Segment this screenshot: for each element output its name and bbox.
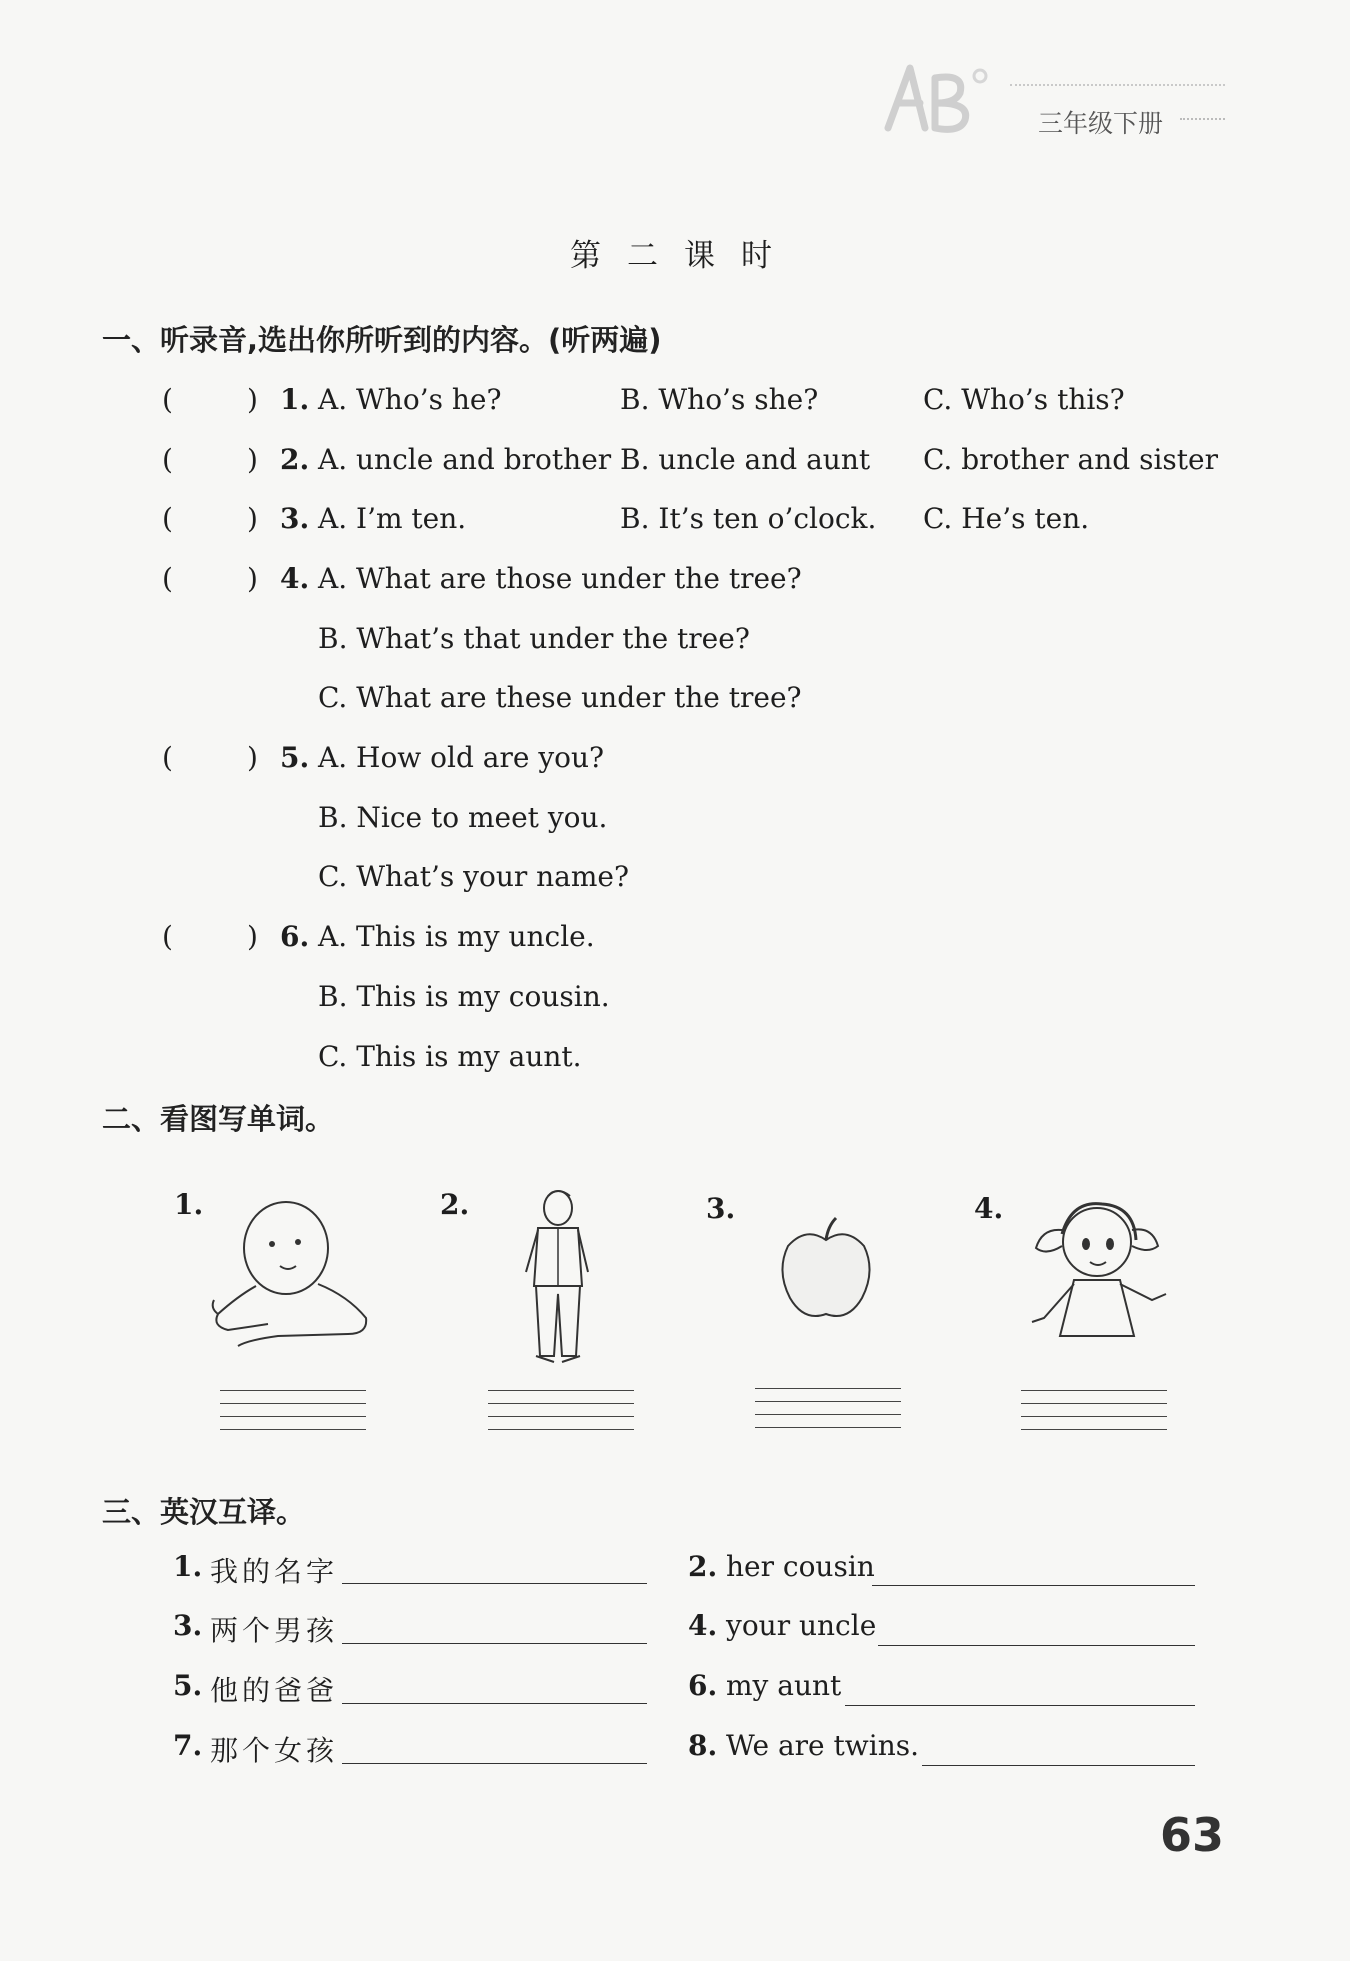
write-lines[interactable] (1021, 1390, 1167, 1444)
answer-paren-close[interactable]: ) (247, 920, 258, 953)
man-drawing-icon (518, 1186, 598, 1366)
option-a: A. What are those under the tree? (318, 562, 802, 595)
item-number: 3. (173, 1609, 203, 1642)
option-b: B. uncle and aunt (620, 443, 871, 476)
option-b: B. What’s that under the tree? (318, 622, 750, 655)
answer-paren-open: ( (162, 741, 173, 774)
item-number: 1. (173, 1550, 203, 1583)
item-number: 7. (173, 1729, 203, 1762)
apple-drawing-icon (776, 1216, 876, 1326)
grade-label: 三年级下册 (1038, 109, 1164, 138)
answer-blank[interactable] (845, 1705, 1195, 1706)
answer-blank[interactable] (342, 1703, 647, 1704)
answer-paren-close[interactable]: ) (247, 502, 258, 535)
write-lines[interactable] (220, 1390, 366, 1444)
baby-drawing-icon (208, 1196, 378, 1351)
option-a: A. How old are you? (318, 741, 605, 774)
translate-source: 两个男孩 (210, 1614, 339, 1647)
answer-blank[interactable] (922, 1765, 1195, 1766)
answer-paren-close[interactable]: ) (247, 443, 258, 476)
girl-drawing-icon (1022, 1190, 1172, 1350)
item-number: 8. (688, 1729, 718, 1762)
translate-source: 他的爸爸 (210, 1674, 339, 1707)
answer-blank[interactable] (878, 1645, 1195, 1646)
answer-paren-close[interactable]: ) (247, 383, 258, 416)
item-number: 2. (688, 1550, 718, 1583)
answer-paren-open: ( (162, 502, 173, 535)
answer-blank[interactable] (872, 1585, 1195, 1586)
answer-paren-close[interactable]: ) (247, 741, 258, 774)
header-rule-short (1180, 118, 1225, 120)
answer-blank[interactable] (342, 1763, 647, 1764)
option-c: C. This is my aunt. (318, 1040, 582, 1073)
option-b: B. This is my cousin. (318, 980, 610, 1013)
section2-heading: 二、看图写单词。 (102, 1102, 335, 1136)
picture-number: 1. (174, 1188, 204, 1221)
option-c: C. brother and sister (923, 443, 1218, 476)
question-number: 1. (280, 383, 310, 416)
option-a: A. Who’s he? (318, 383, 502, 416)
translate-source: We are twins. (726, 1729, 919, 1762)
picture-number: 2. (440, 1188, 470, 1221)
answer-blank[interactable] (342, 1643, 647, 1644)
question-number: 6. (280, 920, 310, 953)
page-number: 63 (1160, 1808, 1225, 1862)
translate-source: your uncle (726, 1609, 877, 1642)
answer-paren-open: ( (162, 920, 173, 953)
option-c: C. Who’s this? (923, 383, 1125, 416)
translate-source: 我的名字 (210, 1555, 339, 1588)
answer-paren-close[interactable]: ) (247, 562, 258, 595)
picture-number: 3. (706, 1192, 736, 1225)
option-b: B. It’s ten o’clock. (620, 502, 877, 535)
answer-blank[interactable] (342, 1583, 647, 1584)
translate-source: her cousin (726, 1550, 875, 1583)
option-a: A. I’m ten. (318, 502, 467, 535)
option-c: C. He’s ten. (923, 502, 1090, 535)
answer-paren-open: ( (162, 383, 173, 416)
section3-heading: 三、英汉互译。 (102, 1495, 306, 1529)
item-number: 4. (688, 1609, 718, 1642)
option-c: C. What are these under the tree? (318, 681, 802, 714)
write-lines[interactable] (755, 1388, 901, 1442)
answer-paren-open: ( (162, 443, 173, 476)
option-c: C. What’s your name? (318, 860, 630, 893)
translate-source: 那个女孩 (210, 1734, 339, 1767)
question-number: 2. (280, 443, 310, 476)
option-b: B. Who’s she? (620, 383, 819, 416)
ab-logo (880, 58, 1010, 138)
question-number: 4. (280, 562, 310, 595)
item-number: 6. (688, 1669, 718, 1702)
translate-source: my aunt (726, 1669, 842, 1702)
option-a: A. This is my uncle. (318, 920, 595, 953)
option-b: B. Nice to meet you. (318, 801, 608, 834)
question-number: 5. (280, 741, 310, 774)
question-number: 3. (280, 502, 310, 535)
lesson-title: 第二课时 (570, 238, 798, 274)
header-rule (1010, 84, 1225, 86)
write-lines[interactable] (488, 1390, 634, 1444)
section1-heading: 一、听录音,选出你所听到的内容。(听两遍) (102, 323, 662, 357)
answer-paren-open: ( (162, 562, 173, 595)
picture-number: 4. (974, 1192, 1004, 1225)
option-a: A. uncle and brother (318, 443, 612, 476)
item-number: 5. (173, 1669, 203, 1702)
